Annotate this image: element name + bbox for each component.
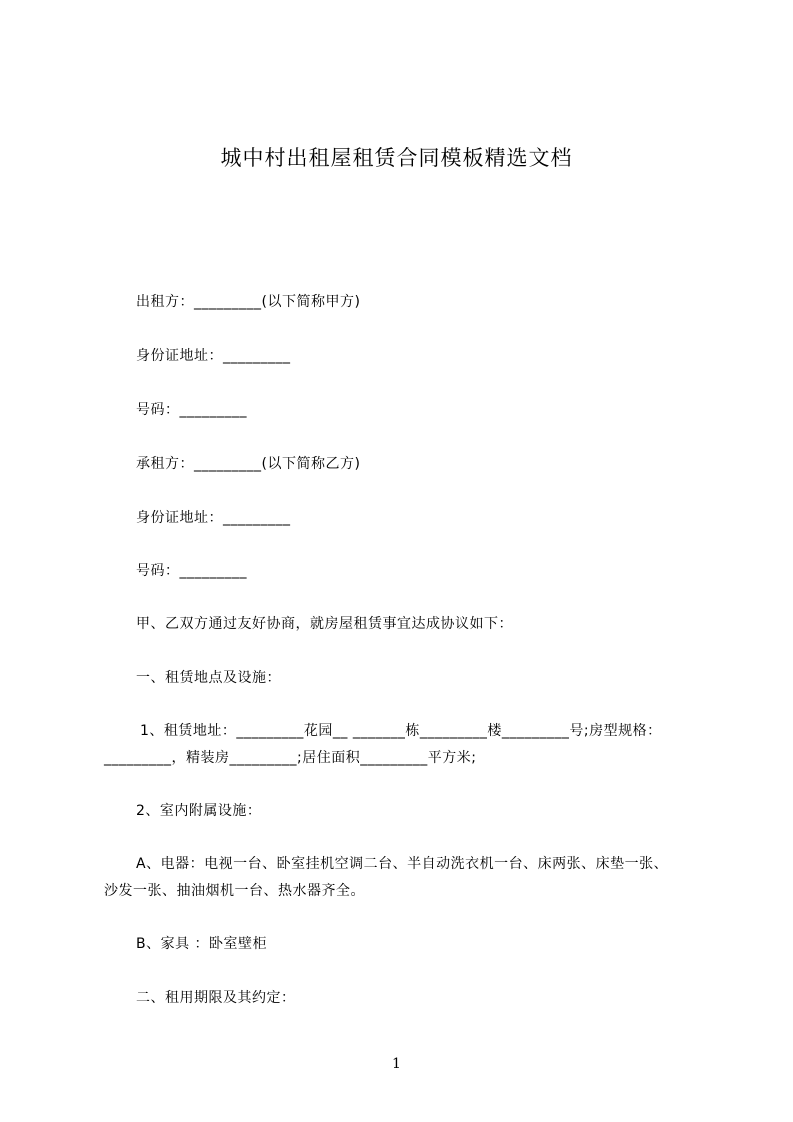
item-1-line-a: 1、租赁地址：_________花园__ _______栋_________楼_________号;房型规格： [140,723,662,739]
section-1-heading: 一、租赁地点及设施： [136,670,281,686]
section-2-heading: 二、租用期限及其约定： [136,990,296,1006]
item-2-heading: 2、室内附属设施： [136,803,262,819]
intro-paragraph: 甲、乙双方通过友好协商，就房屋租赁事宜达成协议如下： [136,616,513,632]
lessee-line: 承租方：_________(以下简称乙方) [136,456,361,472]
item-a-line-b: 沙发一张、抽油烟机一台、热水器齐全。 [104,883,365,899]
lessor-line: 出租方：_________(以下简称甲方) [136,294,361,310]
lessor-number-line: 号码：_________ [136,402,247,418]
lessor-id-address-line: 身份证地址：_________ [136,348,291,364]
item-b-line: B、家具 ：卧室壁柜 [136,936,268,952]
lessee-number-line: 号码：_________ [136,563,247,579]
item-a-line-a: A、电器：电视一台、卧室挂机空调二台、半自动洗衣机一台、床两张、床垫一张、 [136,856,669,872]
document-title: 城中村出租屋租赁合同模板精选文档 [220,146,573,170]
lessee-id-address-line: 身份证地址：_________ [136,510,291,526]
item-1-line-b: _________，精装房_________;居住面积_________平方米; [104,750,477,766]
page-number: 1 [392,1056,401,1072]
